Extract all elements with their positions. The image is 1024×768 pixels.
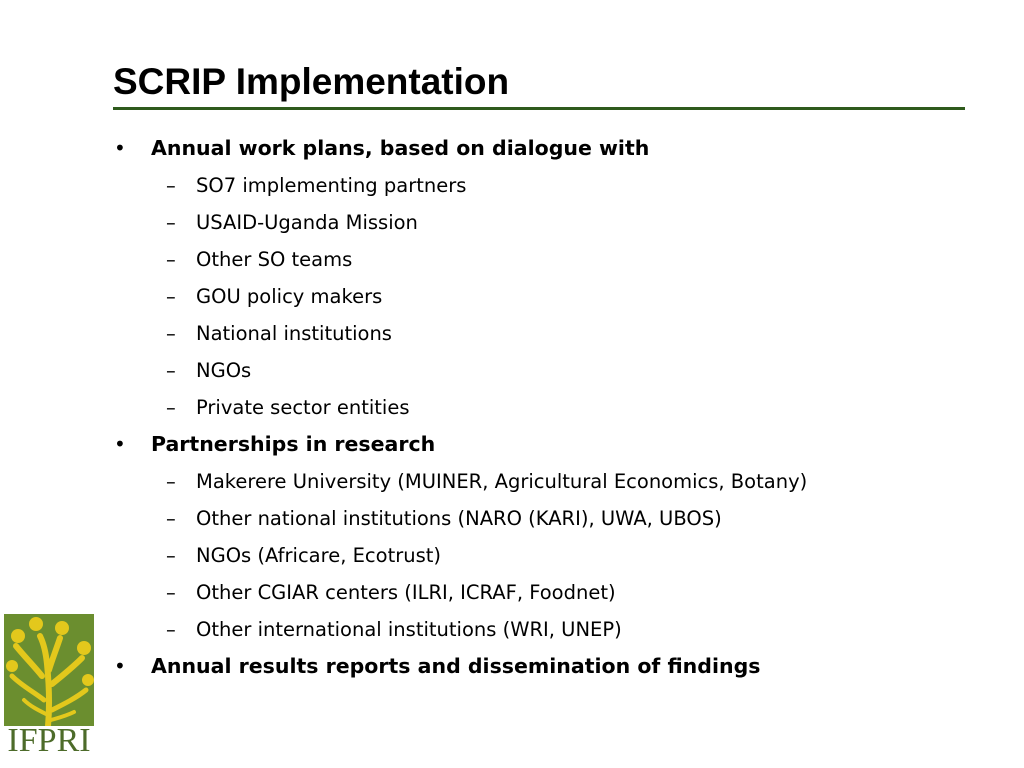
bullet-text: Annual work plans, based on dialogue with — [151, 136, 650, 160]
sub-bullet-item — [0, 463, 1024, 500]
sub-bullet-text: NGOs — [196, 359, 252, 382]
sub-bullet-item — [0, 611, 1024, 648]
sub-bullet-item — [0, 167, 1024, 204]
sub-bullet-item — [0, 352, 1024, 389]
sub-bullet-item — [0, 278, 1024, 315]
dash-marker: – — [166, 322, 176, 345]
dash-marker: – — [166, 581, 176, 604]
sub-bullet-text: National institutions — [196, 322, 392, 345]
sub-bullet-text: Private sector entities — [196, 396, 410, 419]
sub-bullet-text: Other international institutions (WRI, UNEP) — [196, 618, 622, 641]
bullet-marker: • — [114, 654, 126, 678]
ifpri-logo — [4, 614, 94, 760]
bullet-item — [0, 426, 1024, 463]
dash-marker: – — [166, 174, 176, 197]
sub-bullet-text: Other national institutions (NARO (KARI), UWA, UBOS) — [196, 507, 722, 530]
dash-marker: – — [166, 396, 176, 419]
sub-bullet-item — [0, 389, 1024, 426]
dash-marker: – — [166, 470, 176, 493]
dash-marker: – — [166, 507, 176, 530]
bullet-item — [0, 130, 1024, 167]
sub-bullet-text: Other CGIAR centers (ILRI, ICRAF, Foodnet) — [196, 581, 616, 604]
sub-bullet-text: Other SO teams — [196, 248, 353, 271]
dash-marker: – — [166, 359, 176, 382]
sub-bullet-item — [0, 537, 1024, 574]
sub-bullet-text: Makerere University (MUINER, Agricultural Economics, Botany) — [196, 470, 808, 493]
sub-bullet-item — [0, 574, 1024, 611]
sub-bullet-text: USAID-Uganda Mission — [196, 211, 418, 234]
ifpri-figures-logo-icon — [4, 614, 94, 726]
bullet-text: Partnerships in research — [151, 432, 436, 456]
dash-marker: – — [166, 618, 176, 641]
sub-bullet-text: GOU policy makers — [196, 285, 383, 308]
sub-bullet-item — [0, 315, 1024, 352]
sub-bullet-item — [0, 204, 1024, 241]
sub-bullet-item — [0, 241, 1024, 278]
slide-title: SCRIP Implementation — [113, 61, 510, 102]
dash-marker: – — [166, 544, 176, 567]
bullet-marker: • — [114, 136, 126, 160]
sub-bullet-item — [0, 500, 1024, 537]
dash-marker: – — [166, 248, 176, 271]
title-underline — [113, 107, 965, 110]
dash-marker: – — [166, 285, 176, 308]
bullet-text: Annual results reports and dissemination of findings — [151, 654, 761, 678]
logo-text: IFPRI — [7, 722, 91, 759]
dash-marker: – — [166, 211, 176, 234]
sub-bullet-text: SO7 implementing partners — [196, 174, 467, 197]
bullet-item — [0, 648, 1024, 685]
bullet-marker: • — [114, 432, 126, 456]
sub-bullet-text: NGOs (Africare, Ecotrust) — [196, 544, 442, 567]
bullet-list — [0, 130, 1024, 685]
